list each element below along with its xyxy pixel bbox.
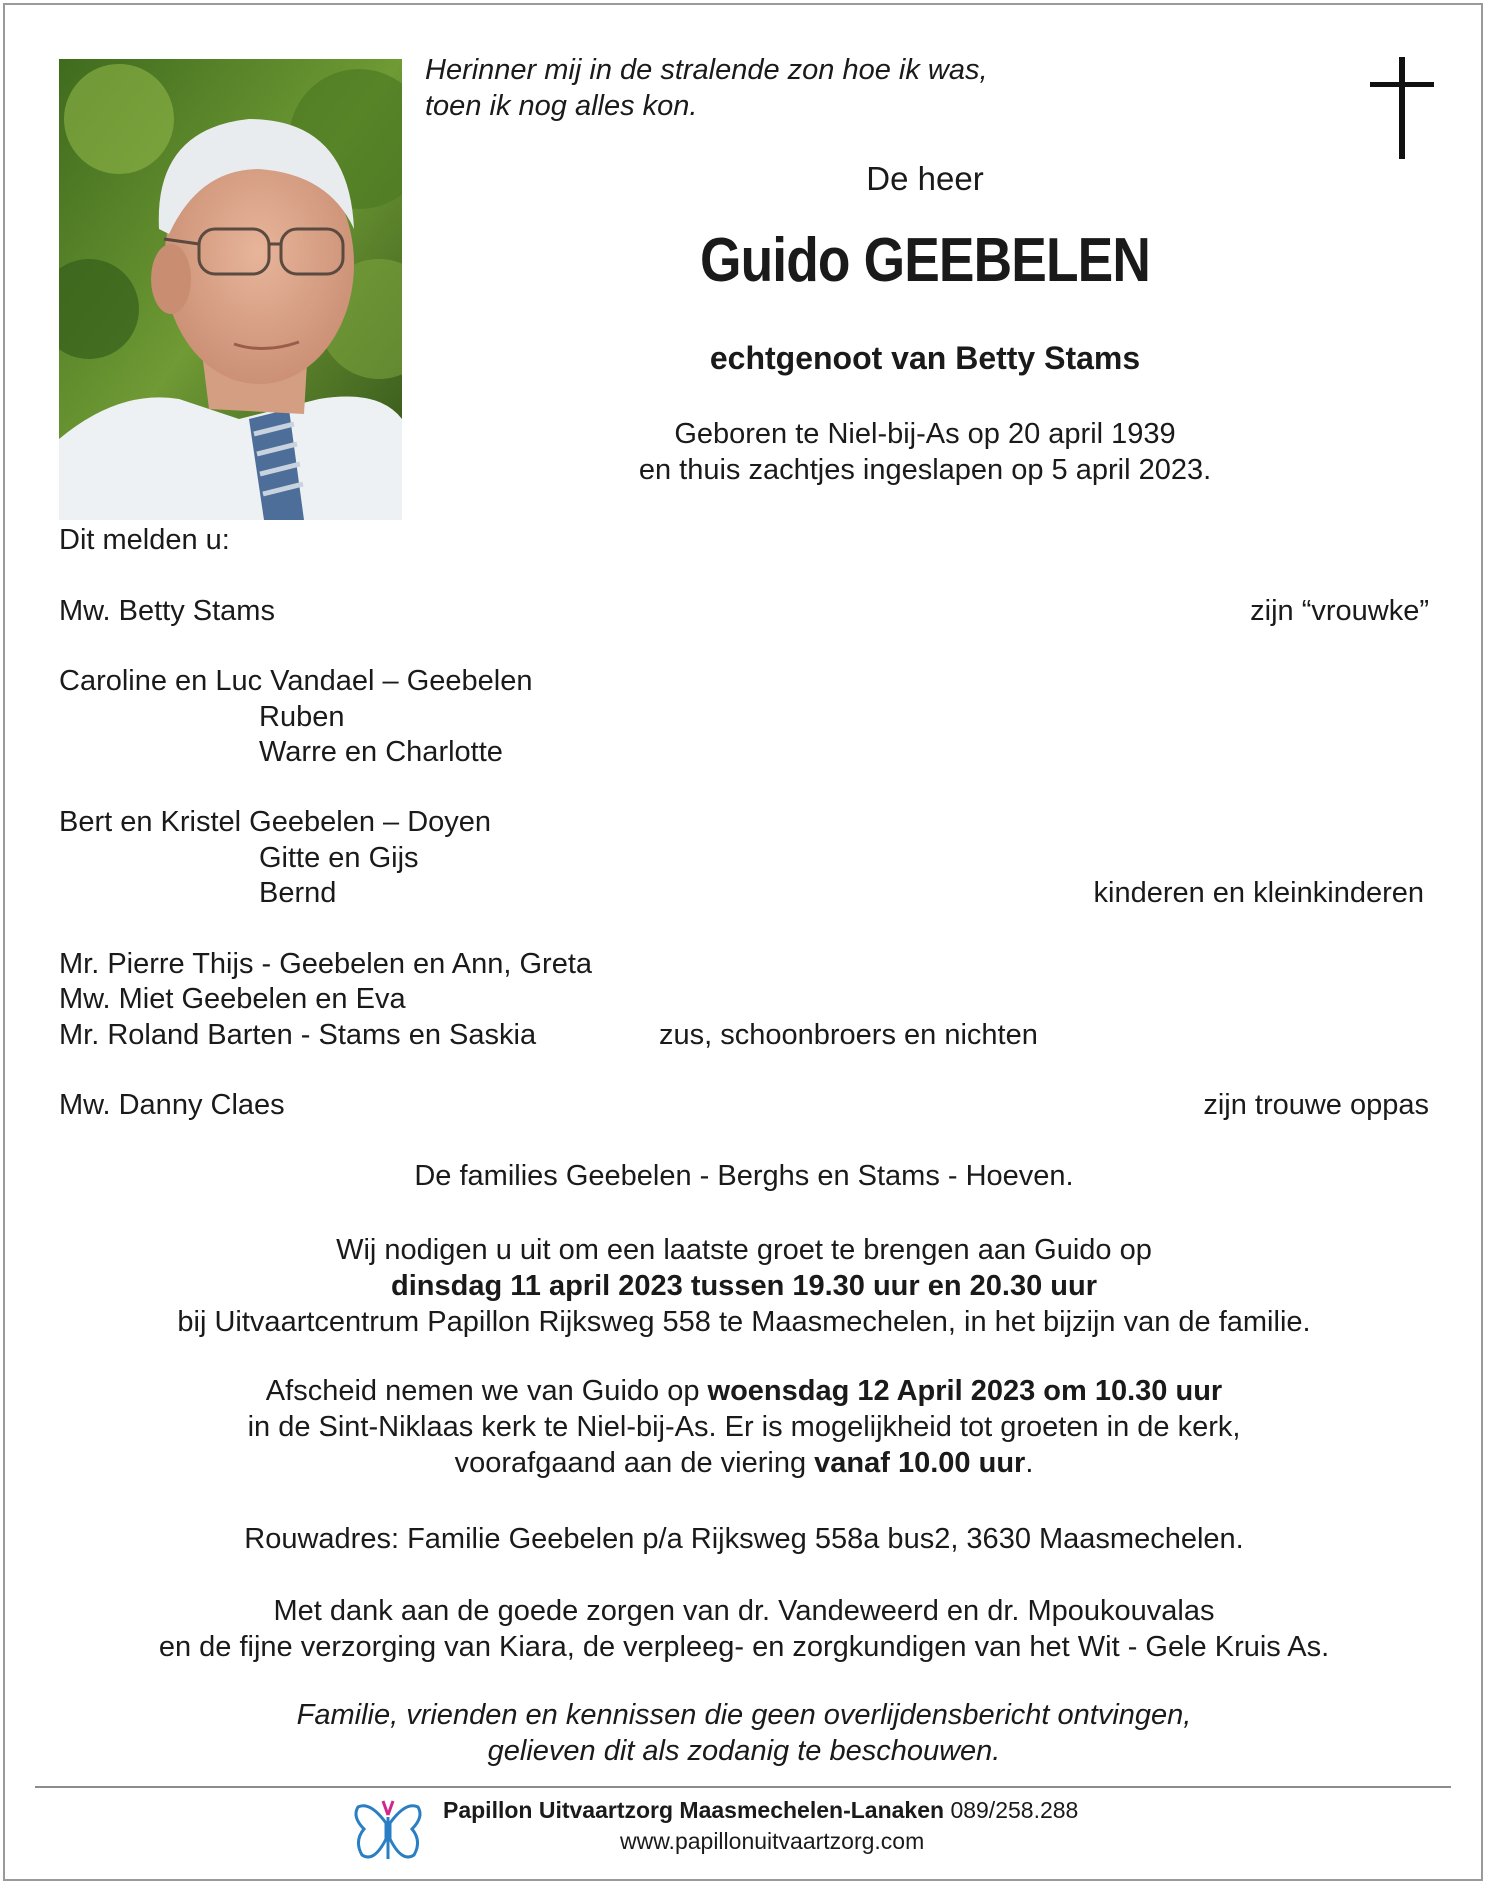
title-prefix: De heer xyxy=(866,160,984,197)
caretaker-role: zijn trouwe oppas xyxy=(1203,1089,1429,1121)
family-child-2: Bert en Kristel Geebelen – Doyen xyxy=(59,806,492,838)
grandchild: Bernd xyxy=(259,877,337,909)
sibling-line: Mr. Roland Barten - Stams en Saskia xyxy=(59,1019,537,1051)
grandchild: Ruben xyxy=(259,701,345,733)
family-wife: Mw. Betty Stams xyxy=(59,595,275,627)
memorial-quote: Herinner mij in de stralende zon hoe ik was, toen ik nog alles kon. xyxy=(425,54,988,122)
mourning-address: Rouwadres: Familie Geebelen p/a Rijksweg 558a bus2, 3630 Maasmechelen. xyxy=(244,1523,1244,1555)
butterfly-logo-icon xyxy=(350,1793,426,1869)
grandchild: Warre en Charlotte xyxy=(259,736,503,768)
footer-company: Papillon Uitvaartzorg Maasmechelen-Lanaken 089/258.288 xyxy=(443,1797,1079,1823)
deceased-name: Guido GEEBELEN xyxy=(699,226,1151,295)
spouse-line: echtgenoot van Betty Stams xyxy=(709,340,1141,376)
children-role: kinderen en kleinkinderen xyxy=(1093,877,1424,909)
grandchild: Gitte en Gijs xyxy=(259,842,419,874)
thanks-text: Met dank aan de goede zorgen van dr. Vandeweerd en dr. Mpoukouvalas en de fijne verzorging van Kiara, de verpleeg- en zorgkundigen van het Wit - Gele Kruis As. xyxy=(158,1595,1330,1663)
announce-label: Dit melden u: xyxy=(59,524,230,556)
cross-icon xyxy=(1370,57,1434,159)
siblings-role: zus, schoonbroers en nichten xyxy=(659,1019,1038,1051)
closing-note: Familie, vrienden en kennissen die geen overlijdensbericht ontvingen, gelieven dit als zodanig te beschouwen. xyxy=(296,1699,1192,1767)
family-wife-role: zijn “vrouwke” xyxy=(1250,595,1429,627)
visitation-info: Wij nodigen u uit om een laatste groet te brengen aan Guido op dinsdag 11 april 2023 tussen 19.30 uur en 20.30 uur bij Uitvaartcentrum Papillon Rijksweg 558 te Maasmechelen, in het bijzijn van de familie. xyxy=(177,1234,1311,1338)
family-child-1: Caroline en Luc Vandael – Geebelen xyxy=(59,665,533,697)
portrait-photo xyxy=(59,59,402,520)
sibling-line: Mw. Miet Geebelen en Eva xyxy=(59,983,406,1015)
funeral-info: Afscheid nemen we van Guido op woensdag 12 April 2023 om 10.30 uur in de Sint-Niklaas kerk te Niel-bij-As. Er is mogelijkheid tot groeten in de kerk, voorafgaand aan de viering vanaf 10.00 uur. xyxy=(247,1375,1241,1479)
birth-death-info: Geboren te Niel-bij-As op 20 april 1939 en thuis zachtjes ingeslapen op 5 april 2023. xyxy=(638,418,1212,486)
family-caretaker: Mw. Danny Claes xyxy=(59,1089,285,1121)
sibling-line: Mr. Pierre Thijs - Geebelen en Ann, Greta xyxy=(59,948,593,980)
footer-divider xyxy=(35,1786,1451,1788)
footer-website[interactable]: www.papillonuitvaartzorg.com xyxy=(620,1828,925,1854)
footer-phone: 089/258.288 xyxy=(950,1797,1079,1823)
families-line: De families Geebelen - Berghs en Stams - Hoeven. xyxy=(414,1160,1074,1192)
